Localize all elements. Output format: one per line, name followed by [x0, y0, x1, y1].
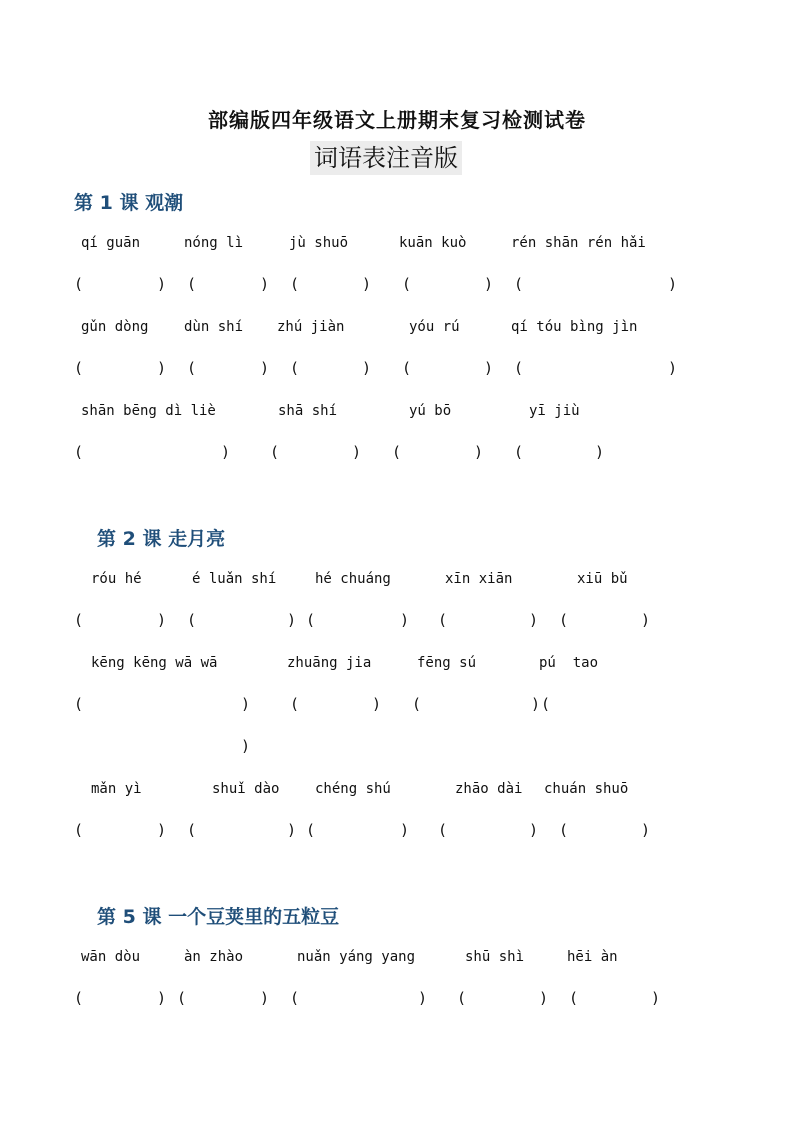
pinyin-l2-r1-3: hé chuáng	[315, 571, 391, 587]
answer-paren-close: )	[668, 359, 678, 377]
answer-paren-open[interactable]: (	[541, 695, 551, 713]
answer-paren-open[interactable]: (	[74, 275, 84, 293]
pinyin-l2-r3-1: mǎn yì	[91, 781, 142, 797]
answer-paren-close: )	[372, 695, 382, 713]
pinyin-l1-r2-5: qí tóu bìng jìn	[511, 319, 638, 335]
pinyin-l2-r1-5: xiū bǔ	[577, 571, 628, 587]
pinyin-l2-r3-3: chéng shú	[315, 781, 391, 797]
pinyin-l5-r1-1: wān dòu	[81, 949, 141, 965]
answer-paren-close: )	[157, 821, 167, 839]
answer-paren-close: )	[668, 275, 678, 293]
answer-paren-open[interactable]: (	[270, 443, 280, 461]
answer-paren-open[interactable]: (	[306, 821, 316, 839]
answer-paren-close: )	[241, 737, 251, 755]
answer-paren-open[interactable]: (	[412, 695, 422, 713]
pinyin-l1-r3-3: yú bō	[409, 403, 452, 419]
answer-paren-close: )	[260, 989, 270, 1007]
answer-paren-close: )	[362, 359, 372, 377]
pinyin-l2-r3-4: zhāo dài	[455, 781, 523, 797]
page-subtitle: 词语表注音版	[310, 141, 462, 175]
pinyin-l2-r1-1: róu hé	[91, 571, 142, 587]
answer-paren-open[interactable]: (	[402, 275, 412, 293]
pinyin-l2-r2-2: zhuāng jia	[287, 655, 372, 671]
answer-paren-open[interactable]: (	[438, 821, 448, 839]
answer-paren-open[interactable]: (	[290, 275, 300, 293]
answer-paren-close: )	[531, 695, 541, 713]
answer-paren-close: )	[484, 275, 494, 293]
answer-paren-open[interactable]: (	[402, 359, 412, 377]
pinyin-l1-r1-4: kuān kuò	[399, 235, 467, 251]
answer-paren-close: )	[362, 275, 372, 293]
pinyin-l5-r1-5: hēi àn	[567, 949, 618, 965]
answer-paren-open[interactable]: (	[457, 989, 467, 1007]
pinyin-l1-r3-1: shān bēng dì liè	[81, 403, 216, 419]
answer-paren-close: )	[474, 443, 484, 461]
answer-paren-open[interactable]: (	[74, 695, 84, 713]
pinyin-l5-r1-2: àn zhào	[184, 949, 244, 965]
answer-paren-close: )	[287, 611, 297, 629]
answer-paren-close: )	[651, 989, 661, 1007]
answer-paren-open[interactable]: (	[559, 821, 569, 839]
answer-paren-open[interactable]: (	[569, 989, 579, 1007]
pinyin-l1-r2-1: gǔn dòng	[81, 319, 149, 335]
pinyin-l2-r1-2: é luǎn shí	[192, 571, 277, 587]
pinyin-l1-r2-3: zhú jiàn	[277, 319, 345, 335]
answer-paren-close: )	[260, 275, 270, 293]
pinyin-l2-r2-1: kēng kēng wā wā	[91, 655, 218, 671]
answer-paren-open[interactable]: (	[290, 695, 300, 713]
answer-paren-open[interactable]: (	[74, 821, 84, 839]
answer-paren-open[interactable]: (	[306, 611, 316, 629]
pinyin-l1-r1-3: jù shuō	[289, 235, 349, 251]
answer-paren-close: )	[641, 611, 651, 629]
answer-paren-open[interactable]: (	[290, 989, 300, 1007]
answer-paren-open[interactable]: (	[438, 611, 448, 629]
answer-paren-open[interactable]: (	[177, 989, 187, 1007]
pinyin-l5-r1-3: nuǎn yáng yang	[297, 949, 416, 965]
answer-paren-open[interactable]: (	[392, 443, 402, 461]
answer-paren-close: )	[157, 989, 167, 1007]
answer-paren-close: )	[260, 359, 270, 377]
pinyin-l2-r2-3: fēng sú	[417, 655, 477, 671]
answer-paren-open[interactable]: (	[290, 359, 300, 377]
answer-paren-close: )	[221, 443, 231, 461]
answer-paren-close: )	[418, 989, 428, 1007]
pinyin-l2-r3-2: shuǐ dào	[212, 781, 280, 797]
answer-paren-open[interactable]: (	[74, 359, 84, 377]
pinyin-l2-r2-4: pú tao	[539, 655, 599, 671]
lesson-5-heading: 第 5 课 一个豆荚里的五粒豆	[97, 906, 340, 928]
answer-paren-open[interactable]: (	[187, 611, 197, 629]
pinyin-l1-r3-2: shā shí	[278, 403, 338, 419]
pinyin-l1-r1-2: nóng lì	[184, 235, 244, 251]
answer-paren-open[interactable]: (	[514, 443, 524, 461]
pinyin-l1-r2-4: yóu rú	[409, 319, 460, 335]
page-title: 部编版四年级语文上册期末复习检测试卷	[208, 108, 586, 132]
pinyin-l2-r1-4: xīn xiān	[445, 571, 513, 587]
answer-paren-close: )	[287, 821, 297, 839]
answer-paren-close: )	[157, 611, 167, 629]
answer-paren-open[interactable]: (	[187, 275, 197, 293]
pinyin-l1-r1-5: rén shān rén hǎi	[511, 235, 646, 251]
pinyin-l2-r3-5: chuán shuō	[544, 781, 629, 797]
lesson-2-heading: 第 2 课 走月亮	[97, 528, 226, 550]
pinyin-l1-r1-1: qí guān	[81, 235, 141, 251]
pinyin-l1-r3-4: yī jiù	[529, 403, 580, 419]
answer-paren-close: )	[157, 359, 167, 377]
answer-paren-close: )	[157, 275, 167, 293]
answer-paren-close: )	[641, 821, 651, 839]
answer-paren-close: )	[400, 821, 410, 839]
answer-paren-close: )	[529, 821, 539, 839]
answer-paren-open[interactable]: (	[74, 611, 84, 629]
answer-paren-close: )	[400, 611, 410, 629]
answer-paren-open[interactable]: (	[74, 989, 84, 1007]
pinyin-l1-r2-2: dùn shí	[184, 319, 244, 335]
answer-paren-open[interactable]: (	[514, 359, 524, 377]
answer-paren-close: )	[529, 611, 539, 629]
answer-paren-close: )	[352, 443, 362, 461]
answer-paren-open[interactable]: (	[187, 821, 197, 839]
answer-paren-close: )	[484, 359, 494, 377]
answer-paren-close: )	[241, 695, 251, 713]
answer-paren-close: )	[595, 443, 605, 461]
answer-paren-close: )	[539, 989, 549, 1007]
answer-paren-open[interactable]: (	[559, 611, 569, 629]
answer-paren-open[interactable]: (	[74, 443, 84, 461]
lesson-1-heading: 第 1 课 观潮	[74, 192, 184, 214]
answer-paren-open[interactable]: (	[187, 359, 197, 377]
answer-paren-open[interactable]: (	[514, 275, 524, 293]
pinyin-l5-r1-4: shū shì	[465, 949, 525, 965]
